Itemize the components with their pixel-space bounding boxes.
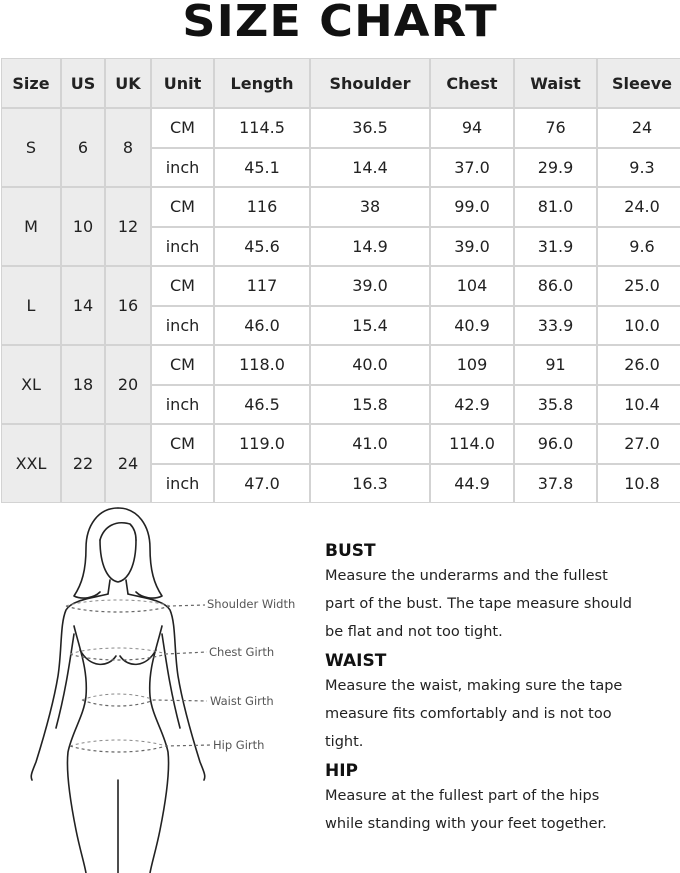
unit-cell: CM xyxy=(152,346,213,384)
waist-heading: WAIST xyxy=(325,651,387,671)
header-waist: Waist xyxy=(515,59,596,107)
chest-cell: 114.0 xyxy=(431,425,513,463)
sleeve-cell: 10.4 xyxy=(598,386,680,424)
chest-cell: 99.0 xyxy=(431,188,513,226)
sleeve-cell: 24 xyxy=(598,109,680,147)
table-row xyxy=(2,188,680,226)
sleeve-cell: 27.0 xyxy=(598,425,680,463)
header-unit: Unit xyxy=(152,59,213,107)
hip-guide-line xyxy=(70,745,211,752)
waist-line: Measure the waist, making sure the tape xyxy=(325,678,623,694)
uk-cell: 20 xyxy=(106,346,150,423)
unit-cell: inch xyxy=(152,307,213,345)
us-cell: 6 xyxy=(62,109,104,186)
size-cell: XL xyxy=(2,346,60,423)
shoulder-cell: 41.0 xyxy=(311,425,429,463)
waist-cell: 96.0 xyxy=(515,425,596,463)
chest-cell: 39.0 xyxy=(431,228,513,266)
uk-cell: 8 xyxy=(106,109,150,186)
table-row xyxy=(2,267,680,305)
bust-line: Measure the underarms and the fullest xyxy=(325,568,608,584)
body-measurement-figure xyxy=(0,500,320,873)
us-cell: 10 xyxy=(62,188,104,265)
measurement-guide xyxy=(325,536,675,838)
header-size: Size xyxy=(2,59,60,107)
size-chart-table xyxy=(0,57,680,504)
waist-cell: 91 xyxy=(515,346,596,384)
unit-cell: CM xyxy=(152,267,213,305)
header-sleeve: Sleeve xyxy=(598,59,680,107)
length-cell: 118.0 xyxy=(215,346,309,384)
unit-cell: CM xyxy=(152,109,213,147)
shoulder-cell: 36.5 xyxy=(311,109,429,147)
length-cell: 47.0 xyxy=(215,465,309,503)
hip-girth-label: Hip Girth xyxy=(213,738,265,752)
uk-cell: 16 xyxy=(106,267,150,344)
header-us: US xyxy=(62,59,104,107)
sleeve-cell: 9.6 xyxy=(598,228,680,266)
header-uk: UK xyxy=(106,59,150,107)
sleeve-cell: 9.3 xyxy=(598,149,680,187)
chest-cell: 40.9 xyxy=(431,307,513,345)
unit-cell: inch xyxy=(152,228,213,266)
shoulder-guide-line xyxy=(66,605,205,612)
table-row xyxy=(2,346,680,384)
uk-cell: 12 xyxy=(106,188,150,265)
shoulder-cell: 38 xyxy=(311,188,429,226)
length-cell: 45.6 xyxy=(215,228,309,266)
header-shoulder: Shoulder xyxy=(311,59,429,107)
waist-cell: 35.8 xyxy=(515,386,596,424)
shoulder-cell: 14.9 xyxy=(311,228,429,266)
female-silhouette-illustration xyxy=(0,500,320,873)
header-chest: Chest xyxy=(431,59,513,107)
hip-line: while standing with your feet together. xyxy=(325,816,607,832)
uk-cell: 24 xyxy=(106,425,150,502)
page-title: SIZE CHART xyxy=(182,0,498,47)
chest-guide-line xyxy=(70,652,207,660)
chest-girth-label: Chest Girth xyxy=(209,645,275,659)
us-cell: 22 xyxy=(62,425,104,502)
bust-heading: BUST xyxy=(325,541,376,561)
waist-girth-label: Waist Girth xyxy=(210,694,274,708)
length-cell: 46.5 xyxy=(215,386,309,424)
unit-cell: inch xyxy=(152,465,213,503)
size-cell: S xyxy=(2,109,60,186)
chest-cell: 104 xyxy=(431,267,513,305)
waist-line: measure fits comfortably and is not too xyxy=(325,706,612,722)
shoulder-cell: 15.8 xyxy=(311,386,429,424)
hip-line: Measure at the fullest part of the hips xyxy=(325,788,600,804)
bust-line: part of the bust. The tape measure should xyxy=(325,596,632,612)
shoulder-cell: 40.0 xyxy=(311,346,429,384)
us-cell: 14 xyxy=(62,267,104,344)
length-cell: 114.5 xyxy=(215,109,309,147)
waist-line: tight. xyxy=(325,734,364,750)
sleeve-cell: 25.0 xyxy=(598,267,680,305)
size-cell: XXL xyxy=(2,425,60,502)
waist-cell: 37.8 xyxy=(515,465,596,503)
hip-heading: HIP xyxy=(325,761,359,781)
sleeve-cell: 24.0 xyxy=(598,188,680,226)
sleeve-cell: 26.0 xyxy=(598,346,680,384)
waist-cell: 86.0 xyxy=(515,267,596,305)
length-cell: 116 xyxy=(215,188,309,226)
sleeve-cell: 10.0 xyxy=(598,307,680,345)
unit-cell: CM xyxy=(152,188,213,226)
length-cell: 45.1 xyxy=(215,149,309,187)
us-cell: 18 xyxy=(62,346,104,423)
chest-cell: 94 xyxy=(431,109,513,147)
shoulder-cell: 16.3 xyxy=(311,465,429,503)
bust-line: be flat and not too tight. xyxy=(325,624,503,640)
sleeve-cell: 10.8 xyxy=(598,465,680,503)
header-length: Length xyxy=(215,59,309,107)
shoulder-width-label: Shoulder Width xyxy=(207,597,296,611)
waist-guide-line xyxy=(82,700,207,706)
unit-cell: CM xyxy=(152,425,213,463)
table-row xyxy=(2,425,680,463)
chest-cell: 44.9 xyxy=(431,465,513,503)
shoulder-cell: 15.4 xyxy=(311,307,429,345)
unit-cell: inch xyxy=(152,386,213,424)
chest-cell: 37.0 xyxy=(431,149,513,187)
size-cell: L xyxy=(2,267,60,344)
chest-cell: 109 xyxy=(431,346,513,384)
table-header-row xyxy=(2,59,680,107)
unit-cell: inch xyxy=(152,149,213,187)
length-cell: 46.0 xyxy=(215,307,309,345)
waist-cell: 31.9 xyxy=(515,228,596,266)
table-row xyxy=(2,109,680,147)
length-cell: 117 xyxy=(215,267,309,305)
size-cell: M xyxy=(2,188,60,265)
shoulder-cell: 39.0 xyxy=(311,267,429,305)
waist-cell: 29.9 xyxy=(515,149,596,187)
waist-cell: 76 xyxy=(515,109,596,147)
length-cell: 119.0 xyxy=(215,425,309,463)
waist-cell: 81.0 xyxy=(515,188,596,226)
waist-cell: 33.9 xyxy=(515,307,596,345)
chest-cell: 42.9 xyxy=(431,386,513,424)
shoulder-cell: 14.4 xyxy=(311,149,429,187)
